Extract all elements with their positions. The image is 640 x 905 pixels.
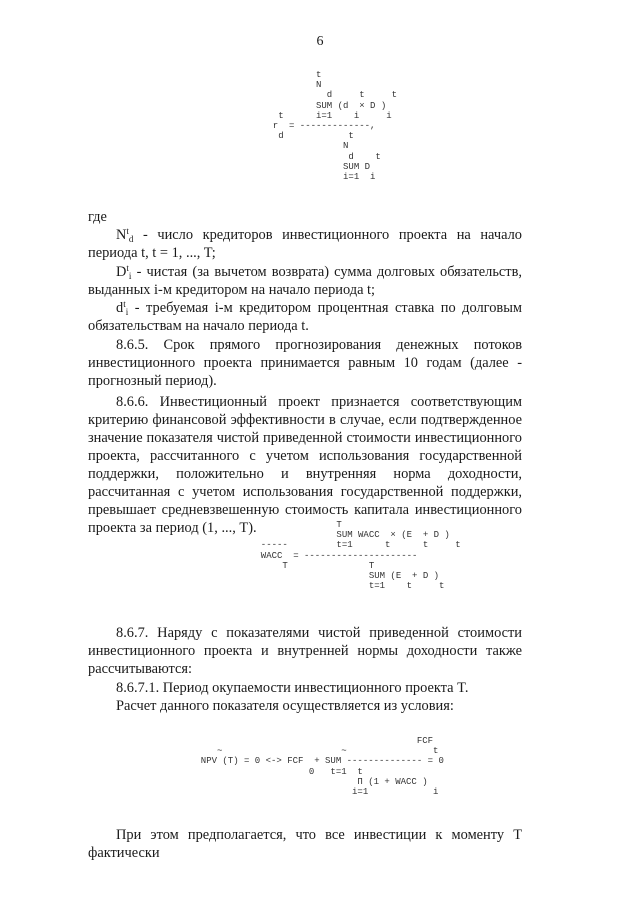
page-number: 6 [316,34,324,49]
symbol-D: D [116,264,127,280]
paragraph-8-6-5: 8.6.5. Срок прямого прогнозирования денежных потоков инвестиционного проекта принимается равным 10 годам (далее - прогнозный период). [88,337,522,389]
where-label: где [88,209,107,225]
paragraph-investment-assumption: При этом предполагается, что все инвестиции к моменту T фактически [88,827,522,861]
paragraph-8-6-6: 8.6.6. Инвестиционный проект признается соответствующим критерию финансовой эффективности в случае, если подтвержденное значение показателя чистой приведенной стоимости инвестиционного проекта, рассчитанного с учетом использования государственной поддержки, положительно и внутренняя норма доходности, рассчитанная с учетом использования государственной поддержки, превышает средневзвешенную стоимость капитала инвестиционного проекта за период (1, ..., T). [88,394,522,536]
definition-creditors-count: $N^t_d$ - число кредиторов инвестиционного проекта на начало периода t, t = 1, ..., T; [88,226,522,261]
weighted-rate-formula: t N d t t SUM (d × D ) t i=1 i i r = -------------, d t N d t SUM D i=1 i [272,70,398,183]
symbol-N: N [116,227,127,243]
definition-interest-rate: $d^t_i$ - требуемая i-м кредитором процентная ставка по долговым обязательствам на начало периода t. [88,299,522,334]
wacc-formula: T SUM WACC × (E + D ) ----- t=1 t t t WACC = --------------------- T T SUM (E + D ) t=1 t t [260,520,461,592]
calc-condition-text: Расчет данного показателя осуществляется из условия: [116,698,454,714]
symbol-d: d [116,300,124,316]
npv-payback-formula: FCF ~ ~ t NPV (T) = 0 <-> FCF + SUM -------------- = 0 0 t=1 t Π (1 + WACC ) i=1 i [200,736,444,798]
definition-debt-sum: $D^t_i$ - чистая (за вычетом возврата) сумма долговых обязательств, выданных i-м кредитором на начало периода t; [88,263,522,298]
paragraph-8-6-7: 8.6.7. Наряду с показателями чистой приведенной стоимости инвестиционного проекта и внутренней нормы доходности также рассчитываются: [88,625,522,677]
paragraph-8-6-7-1: 8.6.7.1. Период окупаемости инвестиционного проекта T. [116,680,469,696]
